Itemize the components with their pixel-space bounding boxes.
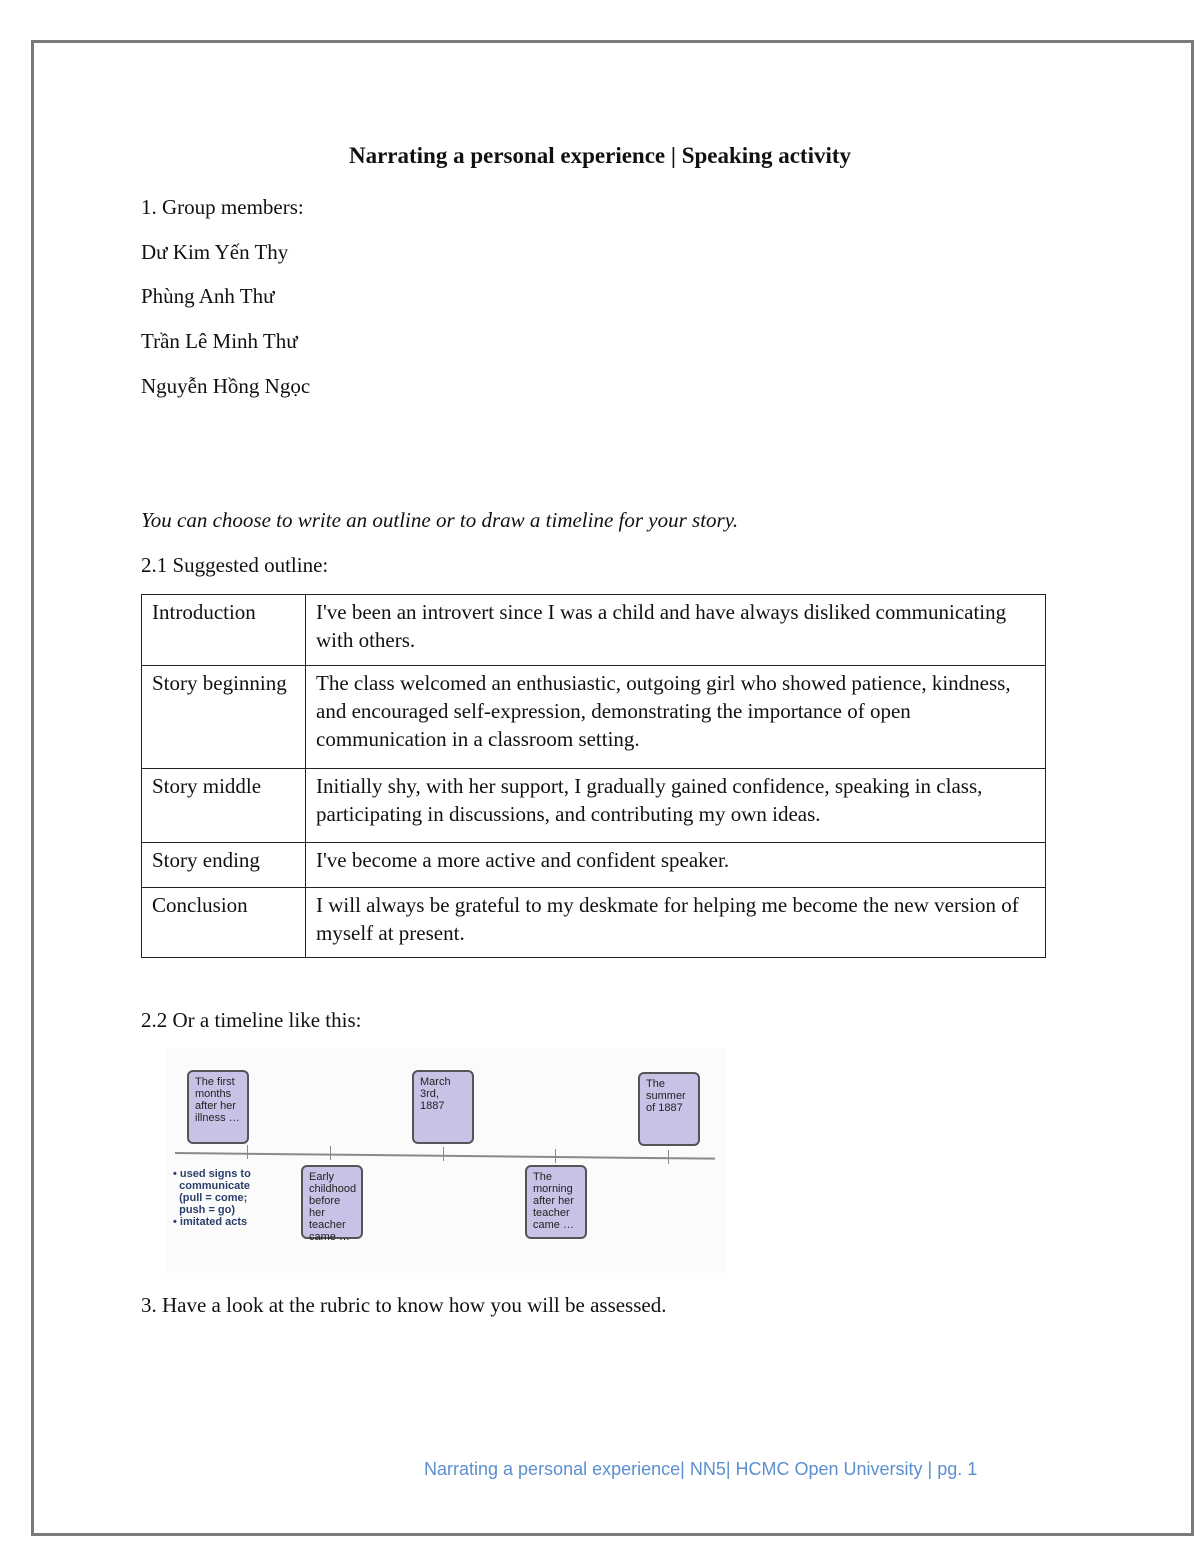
timeline-event: The morning after her teacher came … — [525, 1165, 587, 1239]
table-row — [142, 595, 1046, 666]
rubric-note: 3. Have a look at the rubric to know how you will be assessed. — [141, 1293, 667, 1317]
timeline-tick — [247, 1145, 248, 1159]
timeline-note: • imitated acts — [173, 1216, 248, 1228]
timeline-notes — [173, 1168, 263, 1228]
group-member: Nguyễn Hồng Ngọc — [141, 374, 311, 398]
table-row — [142, 843, 1046, 888]
timeline-tick — [555, 1149, 556, 1163]
timeline-event: The first months after her illness … — [187, 1070, 249, 1144]
table-row — [142, 888, 1046, 958]
timeline-figure — [165, 1048, 725, 1273]
row-label: Conclusion — [142, 888, 306, 958]
row-text: Initially shy, with her support, I gradually gained confidence, speaking in class, participating in discussions, and contributing my own ideas. — [306, 769, 1046, 843]
outline-heading: 2.1 Suggested outline: — [141, 553, 329, 577]
timeline-event: The summer of 1887 — [638, 1072, 700, 1146]
group-members-heading: 1. Group members: — [141, 195, 304, 219]
timeline-heading: 2.2 Or a timeline like this: — [141, 1008, 362, 1032]
timeline-axis — [175, 1152, 715, 1160]
outline-table — [141, 594, 1046, 958]
row-label: Story ending — [142, 843, 306, 888]
table-row — [142, 666, 1046, 769]
row-text: I will always be grateful to my deskmate for helping me become the new version of myself at present. — [306, 888, 1046, 958]
timeline-event: Early childhood before her teacher came … — [301, 1165, 363, 1239]
timeline-event: March 3rd, 1887 — [412, 1070, 474, 1144]
row-label: Story middle — [142, 769, 306, 843]
group-member: Dư Kim Yến Thy — [141, 240, 289, 264]
row-label: Introduction — [142, 595, 306, 666]
group-member: Phùng Anh Thư — [141, 284, 275, 308]
group-member: Trần Lê Minh Thư — [141, 329, 298, 353]
row-text: The class welcomed an enthusiastic, outgoing girl who showed patience, kindness, and encouraged self-expression, demonstrating the importance of open communication in a classroom setting. — [306, 666, 1046, 769]
timeline-note: • used signs to communicate (pull = come; push = go) — [173, 1168, 251, 1216]
page-footer: Narrating a personal experience| NN5| HCMC Open University | pg. 1 — [424, 1459, 978, 1479]
document-title: Narrating a personal experience | Speaking activity — [348, 143, 852, 168]
timeline-tick — [668, 1150, 669, 1164]
instruction-text: You can choose to write an outline or to draw a timeline for your story. — [141, 508, 739, 532]
row-text: I've been an introvert since I was a child and have always disliked communicating with others. — [306, 595, 1046, 666]
table-row — [142, 769, 1046, 843]
timeline-tick — [443, 1147, 444, 1161]
row-label: Story beginning — [142, 666, 306, 769]
timeline-tick — [330, 1146, 331, 1160]
row-text: I've become a more active and confident speaker. — [306, 843, 1046, 888]
